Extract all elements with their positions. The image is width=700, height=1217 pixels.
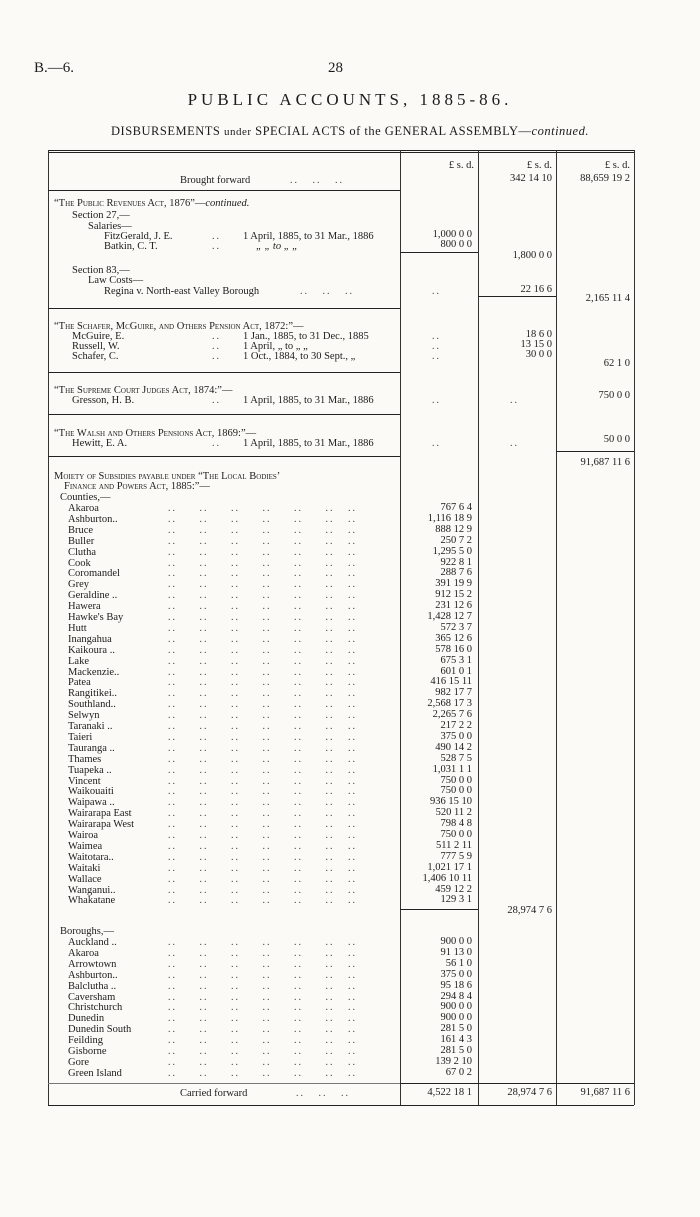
page-title: PUBLIC ACCOUNTS, 1885-86.: [187, 90, 513, 109]
carried-forward-rule: [400, 1083, 634, 1084]
table-bottom-rule: [48, 1105, 634, 1106]
list-item-amount: 982 17 7: [435, 687, 472, 699]
leader-dots: .. .. .. .. .. .. ..: [168, 710, 357, 722]
list-item-amount: 511 2 11: [436, 839, 472, 851]
subsidies-heading-line1: Moiety of Subsidies payable under “The Local Bodies’: [54, 471, 281, 482]
list-item-name: Waimea: [68, 840, 103, 852]
page-number: 28: [328, 60, 343, 76]
brought-forward-col2: 342 14 10: [510, 173, 552, 184]
list-item-amount: 528 7 5: [440, 752, 472, 764]
leader-dots: ..: [212, 331, 221, 342]
leader-dots: ..: [212, 395, 221, 406]
list-item-amount: 578 16 0: [435, 643, 472, 655]
salary-amount: 800 0 0: [440, 239, 472, 250]
col1-heading: £ s. d.: [448, 160, 474, 171]
list-item-name: Akaroa: [68, 947, 99, 959]
list-item-name: Coromandel: [68, 568, 120, 580]
list-item-name: Akaroa: [68, 503, 99, 514]
leader-dots: .. .. .. .. .. .. ..: [168, 937, 357, 948]
list-item-name: Thames: [68, 753, 102, 765]
list-item-name: Dunedin South: [68, 1024, 132, 1036]
list-item-amount: 798 4 8: [440, 818, 472, 830]
schafer-act-heading: “The Schafer, McGuire, and Others Pension Act, 1872:”—: [54, 321, 304, 332]
leader-dots: .. .. .. .. .. .. ..: [168, 764, 357, 776]
carried-forward-col3: 91,687 11 6: [580, 1087, 630, 1098]
carried-forward-col1: 4,522 18 1: [427, 1087, 472, 1098]
carried-forward-label: Carried forward: [180, 1088, 248, 1099]
list-item-name: Tauranga ..: [68, 742, 115, 754]
list-item-amount: 750 0 0: [440, 829, 472, 840]
leader-dots: .. .. .. .. .. .. ..: [168, 731, 357, 743]
leader-dots: .. .. .. .. .. .. ..: [168, 884, 357, 896]
leader-dots: .. .. .. .. .. .. ..: [168, 503, 357, 514]
leader-dots: .. .. .. .. .. .. ..: [168, 524, 357, 536]
leader-dots: ..: [432, 351, 441, 362]
list-item-amount: 294 8 4: [440, 990, 472, 1002]
subtotal-rule: [400, 252, 478, 253]
law-costs-label: Law Costs—: [88, 275, 144, 286]
leader-dots: .. .. .. .. .. .. ..: [168, 830, 357, 841]
salary-name: Batkin, C. T.: [104, 241, 158, 252]
leader-dots: .. .. .. .. .. .. ..: [168, 969, 357, 981]
list-item-amount: 1,406 10 11: [422, 872, 472, 884]
carried-forward-col2: 28,974 7 6: [507, 1087, 552, 1098]
leader-dots: .. .. .. .. .. .. ..: [168, 612, 357, 623]
list-item-amount: 67 0 2: [445, 1066, 472, 1078]
list-item-name: Taieri: [68, 731, 93, 743]
list-item-name: Waipawa ..: [68, 797, 115, 809]
carried-forward-rule-left: [48, 1083, 400, 1084]
col-rule-2: [478, 150, 479, 1105]
salaries-label: Salaries—: [88, 221, 132, 232]
public-revenues-continued: continued.: [205, 198, 250, 209]
leader-dots: .. .. .. .. .. .. ..: [168, 862, 357, 874]
leader-dots: .. .. .. .. .. .. ..: [168, 1046, 357, 1057]
salaries-subtotal: 1,800 0 0: [512, 250, 552, 261]
list-item-amount: 888 12 9: [435, 523, 472, 535]
list-item-name: Wairoa: [68, 830, 99, 841]
leader-dots: ..: [212, 351, 221, 362]
leader-dots: .. .. ..: [300, 286, 354, 297]
subtotal-rule: [400, 909, 478, 910]
list-item-amount: 936 15 10: [430, 796, 472, 808]
pension-period: 1 April, „ to „ „: [243, 341, 308, 352]
list-item-name: Ashburton..: [68, 969, 118, 981]
list-item-amount: 777 5 9: [440, 850, 472, 862]
col2-heading: £ s. d.: [526, 160, 552, 171]
list-item-amount: 56 1 0: [445, 957, 472, 969]
list-item-name: Grey: [68, 579, 89, 591]
section-27-label: Section 27,—: [72, 210, 130, 221]
list-item-amount: 572 3 7: [440, 621, 472, 633]
list-item-name: Waitotara..: [68, 851, 114, 863]
leader-dots: .. .. .. .. .. .. ..: [168, 1056, 357, 1068]
list-item-amount: 490 14 2: [435, 741, 472, 753]
leader-dots: .. .. ..: [296, 1088, 350, 1099]
col-rule-1: [400, 150, 401, 1105]
leader-dots: .. .. .. .. .. .. ..: [168, 947, 357, 959]
list-item-name: Taranaki ..: [68, 721, 113, 732]
leader-dots: .. .. .. .. .. .. ..: [168, 655, 357, 667]
list-item-name: Bruce: [68, 524, 94, 536]
list-item-name: Hutt: [68, 622, 87, 634]
leader-dots: ..: [432, 395, 441, 406]
leader-dots: .. .. ..: [290, 175, 344, 186]
pension-amount: 18 6 0: [525, 329, 552, 340]
leader-dots: ..: [432, 331, 441, 342]
leader-dots: ..: [212, 438, 221, 449]
salary-period: 1 April, 1885, to 31 Mar., 1886: [243, 231, 374, 242]
document-reference: B.—6.: [34, 60, 75, 76]
list-item-name: Wallace: [68, 873, 102, 885]
salary-amount: 1,000 0 0: [432, 229, 472, 240]
leader-dots: ..: [212, 241, 221, 252]
subtotal-after-walsh: 91,687 11 6: [580, 457, 630, 468]
table-top-rule-inner: [48, 152, 634, 153]
leader-dots: .. .. .. .. .. .. ..: [168, 568, 357, 580]
judges-total: 750 0 0: [598, 390, 630, 401]
leader-dots: .. .. .. .. .. .. ..: [168, 721, 357, 732]
list-item-name: Caversham: [68, 991, 116, 1003]
list-item-name: Lake: [68, 655, 89, 667]
subtitle-prefix: DISBURSEMENTS: [111, 124, 221, 138]
row-rule: [48, 190, 400, 191]
list-item-name: Buller: [68, 535, 95, 547]
list-item-amount: 95 18 6: [440, 979, 472, 991]
list-item-amount: 459 12 2: [435, 883, 472, 895]
list-item-amount: 601 0 1: [440, 665, 472, 677]
list-item-name: Kaikoura ..: [68, 644, 115, 656]
list-item-amount: 675 3 1: [440, 654, 472, 666]
leader-dots: ..: [212, 231, 221, 242]
col3-heading: £ s. d.: [604, 160, 630, 171]
judges-act-heading: “The Supreme Court Judges Act, 1874:”—: [54, 385, 233, 396]
regina-case: Regina v. North-east Valley Borough: [104, 286, 260, 297]
pension-period: 1 Jan., 1885, to 31 Dec., 1885: [243, 331, 369, 342]
list-item-amount: 1,295 5 0: [432, 545, 472, 557]
list-item-amount: 750 0 0: [440, 785, 472, 797]
list-item-amount: 1,428 12 7: [427, 611, 472, 622]
subtitle-continued: continued.: [531, 124, 589, 138]
leader-dots: .. .. .. .. .. .. ..: [168, 601, 357, 613]
list-item-name: Balclutha ..: [68, 980, 117, 992]
col-rule-left: [48, 150, 49, 1105]
list-item-name: Gore: [68, 1056, 89, 1068]
leader-dots: .. .. .. .. .. .. ..: [168, 1013, 357, 1025]
list-item-amount: 912 15 2: [435, 589, 472, 601]
schafer-total: 62 1 0: [603, 358, 630, 369]
list-item-amount: 900 0 0: [440, 936, 472, 947]
list-item-name: Southland..: [68, 699, 116, 711]
list-item-amount: 231 12 6: [435, 600, 472, 612]
list-item-name: Rangitikei..: [68, 688, 117, 700]
leader-dots: .. .. .. .. .. .. ..: [168, 819, 357, 831]
leader-dots: .. .. .. .. .. .. ..: [168, 644, 357, 656]
pension-name: Russell, W.: [72, 341, 120, 352]
list-item-name: Gisborne: [68, 1046, 107, 1057]
walsh-total: 50 0 0: [603, 434, 630, 445]
list-item-amount: 1,021 17 1: [427, 861, 472, 873]
row-rule: [48, 372, 400, 373]
leader-dots: .. .. .. .. .. .. ..: [168, 775, 357, 787]
boroughs-label: Boroughs,—: [60, 926, 114, 937]
list-item-name: Hawera: [68, 601, 101, 613]
leader-dots: .. .. .. .. .. .. ..: [168, 797, 357, 809]
leader-dots: ..: [432, 341, 441, 352]
list-item-name: Dunedin: [68, 1013, 105, 1025]
row-rule: [48, 414, 400, 415]
leader-dots: .. .. .. .. .. .. ..: [168, 991, 357, 1003]
col-rule-3: [556, 150, 557, 1105]
list-item-name: Vincent: [68, 775, 101, 787]
leader-dots: .. .. .. .. .. .. ..: [168, 666, 357, 678]
list-item-amount: 520 11 2: [435, 807, 472, 819]
regina-amount: 22 16 6: [520, 284, 552, 295]
list-item-name: Waitaki: [68, 862, 101, 874]
leader-dots: ..: [432, 286, 441, 297]
leader-dots: .. .. .. .. .. .. ..: [168, 1067, 357, 1079]
list-item-amount: 900 0 0: [440, 1012, 472, 1024]
list-item-name: Mackenzie..: [68, 666, 120, 678]
subtitle-main: SPECIAL ACTS of the GENERAL ASSEMBLY—: [255, 124, 532, 138]
pension-name: McGuire, E.: [72, 331, 125, 342]
list-item-amount: 365 12 6: [435, 632, 472, 644]
leader-dots: .. .. .. .. .. .. ..: [168, 895, 357, 907]
pension-amount: 13 15 0: [520, 339, 552, 350]
list-item-name: Wairarapa West: [68, 819, 135, 831]
judge-period: 1 April, 1885, to 31 Mar., 1886: [243, 395, 374, 406]
list-item-name: Green Island: [68, 1067, 122, 1079]
list-item-amount: 288 7 6: [440, 567, 472, 579]
list-item-name: Cook: [68, 557, 91, 569]
leader-dots: .. .. .. .. .. .. ..: [168, 808, 357, 820]
leader-dots: .. .. .. .. .. .. ..: [168, 980, 357, 992]
list-item-name: Auckland ..: [68, 937, 117, 948]
row-rule: [48, 308, 400, 309]
row-rule: [48, 456, 400, 457]
salary-name: FitzGerald, J. E.: [104, 231, 173, 242]
subtitle-under: under: [223, 126, 252, 138]
list-item-name: Whakatane: [68, 895, 116, 907]
walsh-period: 1 April, 1885, to 31 Mar., 1886: [243, 438, 374, 449]
counties-total: 28,974 7 6: [507, 905, 552, 916]
pension-period: 1 Oct., 1884, to 30 Sept., „: [243, 351, 356, 362]
list-item-name: Clutha: [68, 546, 96, 558]
list-item-amount: 129 3 1: [440, 894, 472, 906]
pension-amount: 30 0 0: [525, 349, 552, 360]
brought-forward-label: Brought forward: [180, 175, 251, 186]
subsidies-heading-line2: Finance and Powers Act, 1885:”—: [64, 481, 210, 492]
page-subtitle: [0, 124, 700, 139]
leader-dots: .. .. .. .. .. .. ..: [168, 557, 357, 569]
leader-dots: .. .. .. .. .. .. ..: [168, 590, 357, 602]
list-item-amount: 250 7 2: [440, 534, 472, 546]
walsh-name: Hewitt, E. A.: [72, 438, 128, 449]
list-item-amount: 2,265 7 6: [432, 709, 472, 721]
leader-dots: .. .. .. .. .. .. ..: [168, 958, 357, 970]
leader-dots: .. .. .. .. .. .. ..: [168, 513, 357, 525]
list-item-amount: 139 2 10: [435, 1055, 472, 1067]
list-item-name: Hawke's Bay: [68, 612, 124, 623]
list-item-amount: 2,568 17 3: [427, 698, 472, 710]
leader-dots: .. .. .. .. .. .. ..: [168, 677, 357, 689]
subtotal-rule: [556, 451, 634, 452]
leader-dots: ..: [432, 438, 441, 449]
public-revenues-heading: [54, 198, 249, 209]
list-item-name: Waikouaiti: [68, 786, 114, 798]
leader-dots: .. .. .. .. .. .. ..: [168, 742, 357, 754]
list-item-amount: 217 2 2: [440, 720, 472, 731]
list-item-amount: 416 15 11: [430, 676, 472, 688]
leader-dots: ..: [510, 438, 519, 449]
list-item-amount: 375 0 0: [440, 730, 472, 742]
leader-dots: ..: [212, 341, 221, 352]
list-item-amount: 767 6 4: [440, 502, 472, 513]
list-item-amount: 1,116 18 9: [427, 512, 472, 524]
leader-dots: .. .. .. .. .. .. ..: [168, 535, 357, 547]
table-top-rule: [48, 150, 634, 151]
list-item-name: Christchurch: [68, 1002, 123, 1014]
leader-dots: .. .. .. .. .. .. ..: [168, 753, 357, 765]
list-item-name: Geraldine ..: [68, 590, 118, 602]
leader-dots: .. .. .. .. .. .. ..: [168, 873, 357, 885]
list-item-name: Arrowtown: [68, 958, 117, 970]
section-83-label: Section 83,—: [72, 265, 130, 276]
leader-dots: .. .. .. .. .. .. ..: [168, 579, 357, 591]
list-item-amount: 281 5 0: [440, 1023, 472, 1035]
list-item-amount: 161 4 3: [440, 1034, 472, 1046]
salary-period: „ „ to „ „: [256, 241, 299, 252]
leader-dots: .. .. .. .. .. .. ..: [168, 786, 357, 798]
list-item-name: Ashburton..: [68, 513, 118, 525]
list-item-amount: 91 13 0: [440, 946, 472, 958]
leader-dots: .. .. .. .. .. .. ..: [168, 622, 357, 634]
list-item-amount: 922 8 1: [440, 556, 472, 568]
leader-dots: .. .. .. .. .. .. ..: [168, 699, 357, 711]
list-item-amount: 900 0 0: [440, 1001, 472, 1013]
brought-forward-col3: 88,659 19 2: [580, 173, 630, 184]
leader-dots: .. .. .. .. .. .. ..: [168, 840, 357, 852]
list-item-name: Selwyn: [68, 710, 100, 722]
leader-dots: .. .. .. .. .. .. ..: [168, 1035, 357, 1047]
col-rule-right: [634, 150, 635, 1105]
list-item-name: Inangahua: [68, 633, 112, 645]
list-item-name: Wanganui..: [68, 884, 116, 896]
list-item-name: Tuapeka ..: [68, 764, 112, 776]
walsh-act-heading: “The Walsh and Others Pensions Act, 1869:”—: [54, 428, 257, 439]
judge-name: Gresson, H. B.: [72, 395, 135, 406]
leader-dots: .. .. .. .. .. .. ..: [168, 546, 357, 558]
list-item-name: Wairarapa East: [68, 808, 132, 820]
list-item-name: Patea: [68, 677, 91, 689]
leader-dots: .. .. .. .. .. .. ..: [168, 633, 357, 645]
list-item-amount: 375 0 0: [440, 968, 472, 980]
leader-dots: .. .. .. .. .. .. ..: [168, 1024, 357, 1036]
list-item-amount: 750 0 0: [440, 774, 472, 786]
public-revenues-total: 2,165 11 4: [585, 293, 630, 304]
public-revenues-title: “The Public Revenues Act, 1876”—: [54, 198, 206, 209]
list-item-name: Feilding: [68, 1035, 104, 1047]
list-item-amount: 391 19 9: [435, 578, 472, 590]
leader-dots: .. .. .. .. .. .. ..: [168, 851, 357, 863]
counties-label: Counties,—: [60, 492, 111, 503]
leader-dots: .. .. .. .. .. .. ..: [168, 1002, 357, 1014]
leader-dots: ..: [510, 395, 519, 406]
list-item-amount: 281 5 0: [440, 1045, 472, 1056]
leader-dots: .. .. .. .. .. .. ..: [168, 688, 357, 700]
list-item-amount: 1,031 1 1: [432, 763, 472, 775]
pension-name: Schafer, C.: [72, 351, 119, 362]
subtotal-rule: [478, 296, 556, 297]
